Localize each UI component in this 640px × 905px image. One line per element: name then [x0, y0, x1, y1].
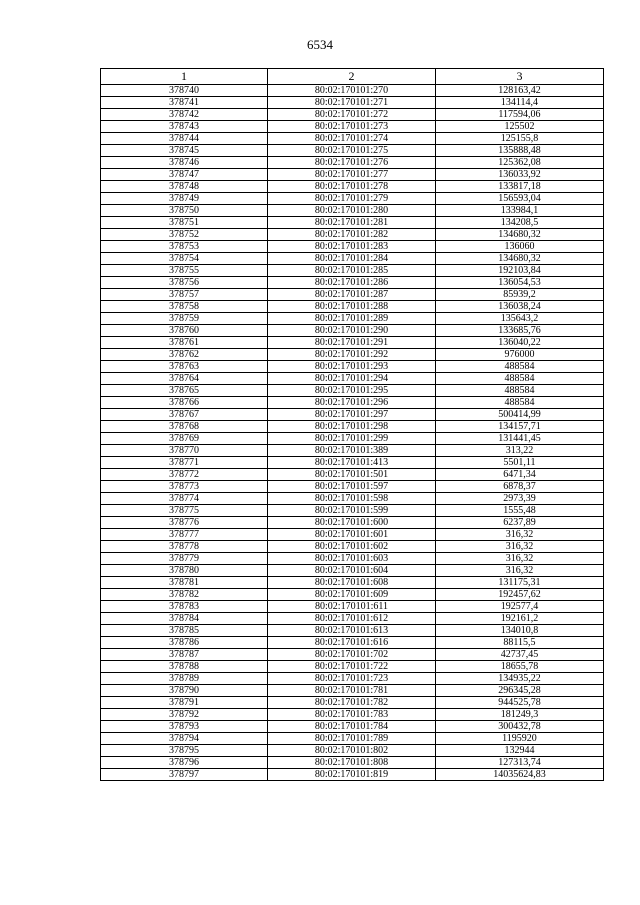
cell-value: 133685,76 [436, 325, 604, 337]
cell-number: 378774 [101, 493, 268, 505]
cell-cadastral-number: 80:02:170101:613 [268, 625, 436, 637]
cell-number: 378751 [101, 217, 268, 229]
cell-number: 378777 [101, 529, 268, 541]
cell-value: 134157,71 [436, 421, 604, 433]
cell-number: 378780 [101, 565, 268, 577]
cell-value: 6878,37 [436, 481, 604, 493]
cell-cadastral-number: 80:02:170101:602 [268, 541, 436, 553]
table-row [101, 97, 604, 109]
cell-number: 378761 [101, 337, 268, 349]
cell-value: 18655,78 [436, 661, 604, 673]
cell-value: 133817,18 [436, 181, 604, 193]
cell-value: 131175,31 [436, 577, 604, 589]
cell-cadastral-number: 80:02:170101:808 [268, 757, 436, 769]
table-row [101, 709, 604, 721]
cell-value: 300432,78 [436, 721, 604, 733]
cell-number: 378748 [101, 181, 268, 193]
cell-number: 378773 [101, 481, 268, 493]
cell-value: 134114,4 [436, 97, 604, 109]
cell-number: 378743 [101, 121, 268, 133]
table-row [101, 241, 604, 253]
cell-number: 378752 [101, 229, 268, 241]
table-row [101, 205, 604, 217]
cell-cadastral-number: 80:02:170101:781 [268, 685, 436, 697]
cell-number: 378760 [101, 325, 268, 337]
table-row [101, 625, 604, 637]
cell-number: 378744 [101, 133, 268, 145]
cell-number: 378741 [101, 97, 268, 109]
cell-cadastral-number: 80:02:170101:616 [268, 637, 436, 649]
cell-cadastral-number: 80:02:170101:278 [268, 181, 436, 193]
page-number: 6534 [307, 37, 333, 52]
table-row [101, 685, 604, 697]
cell-cadastral-number: 80:02:170101:275 [268, 145, 436, 157]
cell-value: 488584 [436, 385, 604, 397]
table-row [101, 433, 604, 445]
cell-number: 378789 [101, 673, 268, 685]
cell-value: 2973,39 [436, 493, 604, 505]
cell-value: 6471,34 [436, 469, 604, 481]
table-row [101, 673, 604, 685]
table-row [101, 637, 604, 649]
table-row [101, 661, 604, 673]
cell-number: 378769 [101, 433, 268, 445]
cell-number: 378770 [101, 445, 268, 457]
cell-value: 192577,4 [436, 601, 604, 613]
table-row [101, 493, 604, 505]
cell-cadastral-number: 80:02:170101:292 [268, 349, 436, 361]
table-row [101, 481, 604, 493]
cell-value: 1555,48 [436, 505, 604, 517]
cell-cadastral-number: 80:02:170101:274 [268, 133, 436, 145]
cell-cadastral-number: 80:02:170101:281 [268, 217, 436, 229]
cell-value: 128163,42 [436, 85, 604, 97]
cell-number: 378787 [101, 649, 268, 661]
cell-value: 88115,5 [436, 637, 604, 649]
cell-number: 378772 [101, 469, 268, 481]
table-row [101, 529, 604, 541]
table-row [101, 325, 604, 337]
cell-value: 42737,45 [436, 649, 604, 661]
table-row [101, 289, 604, 301]
cell-cadastral-number: 80:02:170101:722 [268, 661, 436, 673]
table-row [101, 421, 604, 433]
cell-cadastral-number: 80:02:170101:283 [268, 241, 436, 253]
table-header-row [101, 69, 604, 85]
cell-cadastral-number: 80:02:170101:389 [268, 445, 436, 457]
cell-cadastral-number: 80:02:170101:601 [268, 529, 436, 541]
cell-number: 378747 [101, 169, 268, 181]
table-row [101, 505, 604, 517]
cell-cadastral-number: 80:02:170101:285 [268, 265, 436, 277]
cell-value: 944525,78 [436, 697, 604, 709]
column-header-2: 2 [268, 69, 436, 85]
table-row [101, 265, 604, 277]
table-row [101, 157, 604, 169]
table-row [101, 217, 604, 229]
table-body [101, 85, 604, 781]
cell-value: 134010,8 [436, 625, 604, 637]
table-row [101, 193, 604, 205]
cell-number: 378784 [101, 613, 268, 625]
cell-value: 316,32 [436, 529, 604, 541]
table-row [101, 313, 604, 325]
cell-cadastral-number: 80:02:170101:599 [268, 505, 436, 517]
cell-number: 378795 [101, 745, 268, 757]
table-row [101, 589, 604, 601]
cell-cadastral-number: 80:02:170101:597 [268, 481, 436, 493]
table-row [101, 397, 604, 409]
table-row [101, 145, 604, 157]
cell-number: 378786 [101, 637, 268, 649]
cell-value: 85939,2 [436, 289, 604, 301]
cell-number: 378750 [101, 205, 268, 217]
table-row [101, 253, 604, 265]
cell-number: 378771 [101, 457, 268, 469]
table-row [101, 109, 604, 121]
cell-cadastral-number: 80:02:170101:609 [268, 589, 436, 601]
cell-cadastral-number: 80:02:170101:287 [268, 289, 436, 301]
cell-number: 378776 [101, 517, 268, 529]
cell-cadastral-number: 80:02:170101:276 [268, 157, 436, 169]
cell-value: 181249,3 [436, 709, 604, 721]
cell-cadastral-number: 80:02:170101:277 [268, 169, 436, 181]
cell-value: 313,22 [436, 445, 604, 457]
cell-value: 136033,92 [436, 169, 604, 181]
cell-value: 136060 [436, 241, 604, 253]
cell-cadastral-number: 80:02:170101:608 [268, 577, 436, 589]
cell-value: 134680,32 [436, 253, 604, 265]
cell-value: 131441,45 [436, 433, 604, 445]
table-row [101, 409, 604, 421]
table-row [101, 301, 604, 313]
cell-cadastral-number: 80:02:170101:290 [268, 325, 436, 337]
cell-number: 378746 [101, 157, 268, 169]
table-row [101, 469, 604, 481]
cell-number: 378762 [101, 349, 268, 361]
cell-number: 378759 [101, 313, 268, 325]
table-row [101, 565, 604, 577]
cell-cadastral-number: 80:02:170101:501 [268, 469, 436, 481]
cell-value: 134935,22 [436, 673, 604, 685]
table-row [101, 601, 604, 613]
table-row [101, 745, 604, 757]
cell-number: 378740 [101, 85, 268, 97]
cell-number: 378753 [101, 241, 268, 253]
table-row [101, 349, 604, 361]
cell-value: 1195920 [436, 733, 604, 745]
cell-cadastral-number: 80:02:170101:782 [268, 697, 436, 709]
cell-number: 378792 [101, 709, 268, 721]
table-row [101, 361, 604, 373]
column-header-1: 1 [101, 69, 268, 85]
cell-number: 378779 [101, 553, 268, 565]
cell-value: 132944 [436, 745, 604, 757]
cell-number: 378768 [101, 421, 268, 433]
cell-value: 488584 [436, 397, 604, 409]
table-row [101, 577, 604, 589]
cell-cadastral-number: 80:02:170101:603 [268, 553, 436, 565]
cell-number: 378778 [101, 541, 268, 553]
cell-cadastral-number: 80:02:170101:611 [268, 601, 436, 613]
cell-value: 192457,62 [436, 589, 604, 601]
table-row [101, 553, 604, 565]
cell-number: 378745 [101, 145, 268, 157]
cell-value: 6237,89 [436, 517, 604, 529]
data-table [100, 68, 604, 781]
cell-cadastral-number: 80:02:170101:789 [268, 733, 436, 745]
cell-value: 136040,22 [436, 337, 604, 349]
cell-value: 127313,74 [436, 757, 604, 769]
cell-cadastral-number: 80:02:170101:784 [268, 721, 436, 733]
cell-cadastral-number: 80:02:170101:279 [268, 193, 436, 205]
cell-cadastral-number: 80:02:170101:819 [268, 769, 436, 781]
cell-cadastral-number: 80:02:170101:298 [268, 421, 436, 433]
table-row [101, 649, 604, 661]
cell-number: 378758 [101, 301, 268, 313]
table-row [101, 337, 604, 349]
cell-value: 5501,11 [436, 457, 604, 469]
table-row [101, 169, 604, 181]
table-row [101, 457, 604, 469]
cell-number: 378757 [101, 289, 268, 301]
cell-cadastral-number: 80:02:170101:294 [268, 373, 436, 385]
cell-cadastral-number: 80:02:170101:270 [268, 85, 436, 97]
table-row [101, 121, 604, 133]
cell-cadastral-number: 80:02:170101:273 [268, 121, 436, 133]
cell-number: 378766 [101, 397, 268, 409]
cell-cadastral-number: 80:02:170101:295 [268, 385, 436, 397]
cell-number: 378794 [101, 733, 268, 745]
cell-value: 316,32 [436, 541, 604, 553]
cell-value: 976000 [436, 349, 604, 361]
cell-number: 378788 [101, 661, 268, 673]
cell-cadastral-number: 80:02:170101:293 [268, 361, 436, 373]
cell-number: 378763 [101, 361, 268, 373]
table-row [101, 541, 604, 553]
cell-cadastral-number: 80:02:170101:723 [268, 673, 436, 685]
cell-number: 378775 [101, 505, 268, 517]
column-header-3: 3 [436, 69, 604, 85]
cell-cadastral-number: 80:02:170101:291 [268, 337, 436, 349]
cell-value: 125155,8 [436, 133, 604, 145]
cell-number: 378781 [101, 577, 268, 589]
cell-cadastral-number: 80:02:170101:598 [268, 493, 436, 505]
cell-value: 125362,08 [436, 157, 604, 169]
cell-value: 135888,48 [436, 145, 604, 157]
table-row [101, 229, 604, 241]
cell-number: 378742 [101, 109, 268, 121]
table-row [101, 769, 604, 781]
cell-cadastral-number: 80:02:170101:297 [268, 409, 436, 421]
cell-cadastral-number: 80:02:170101:296 [268, 397, 436, 409]
table-row [101, 373, 604, 385]
table-row [101, 385, 604, 397]
cell-cadastral-number: 80:02:170101:288 [268, 301, 436, 313]
cell-number: 378782 [101, 589, 268, 601]
table-row [101, 697, 604, 709]
table-row [101, 721, 604, 733]
cell-cadastral-number: 80:02:170101:413 [268, 457, 436, 469]
cell-value: 14035624,83 [436, 769, 604, 781]
cell-value: 192103,84 [436, 265, 604, 277]
table-row [101, 133, 604, 145]
cell-number: 378749 [101, 193, 268, 205]
cell-value: 192161,2 [436, 613, 604, 625]
cell-number: 378783 [101, 601, 268, 613]
cell-number: 378764 [101, 373, 268, 385]
cell-value: 125502 [436, 121, 604, 133]
cell-value: 117594,06 [436, 109, 604, 121]
cell-value: 500414,99 [436, 409, 604, 421]
cell-number: 378767 [101, 409, 268, 421]
table-row [101, 445, 604, 457]
cell-number: 378796 [101, 757, 268, 769]
cell-value: 134680,32 [436, 229, 604, 241]
cell-value: 135643,2 [436, 313, 604, 325]
cell-value: 296345,28 [436, 685, 604, 697]
cell-value: 488584 [436, 361, 604, 373]
table-row [101, 85, 604, 97]
cell-cadastral-number: 80:02:170101:802 [268, 745, 436, 757]
cell-cadastral-number: 80:02:170101:600 [268, 517, 436, 529]
cell-cadastral-number: 80:02:170101:280 [268, 205, 436, 217]
table-row [101, 733, 604, 745]
table-row [101, 757, 604, 769]
cell-value: 136038,24 [436, 301, 604, 313]
cell-cadastral-number: 80:02:170101:286 [268, 277, 436, 289]
cell-cadastral-number: 80:02:170101:783 [268, 709, 436, 721]
cell-value: 133984,1 [436, 205, 604, 217]
cell-number: 378793 [101, 721, 268, 733]
cell-cadastral-number: 80:02:170101:272 [268, 109, 436, 121]
cell-cadastral-number: 80:02:170101:289 [268, 313, 436, 325]
cell-value: 488584 [436, 373, 604, 385]
cell-cadastral-number: 80:02:170101:271 [268, 97, 436, 109]
cell-cadastral-number: 80:02:170101:612 [268, 613, 436, 625]
cell-number: 378765 [101, 385, 268, 397]
cell-number: 378791 [101, 697, 268, 709]
cell-cadastral-number: 80:02:170101:702 [268, 649, 436, 661]
cell-number: 378785 [101, 625, 268, 637]
cell-cadastral-number: 80:02:170101:299 [268, 433, 436, 445]
table-row [101, 181, 604, 193]
cell-number: 378756 [101, 277, 268, 289]
cell-cadastral-number: 80:02:170101:604 [268, 565, 436, 577]
cell-cadastral-number: 80:02:170101:284 [268, 253, 436, 265]
cell-cadastral-number: 80:02:170101:282 [268, 229, 436, 241]
table-row [101, 277, 604, 289]
cell-value: 136054,53 [436, 277, 604, 289]
cell-number: 378790 [101, 685, 268, 697]
cell-value: 316,32 [436, 553, 604, 565]
cell-number: 378755 [101, 265, 268, 277]
table-row [101, 613, 604, 625]
cell-number: 378797 [101, 769, 268, 781]
cell-value: 134208,5 [436, 217, 604, 229]
cell-value: 316,32 [436, 565, 604, 577]
cell-value: 156593,04 [436, 193, 604, 205]
table-row [101, 517, 604, 529]
cell-number: 378754 [101, 253, 268, 265]
